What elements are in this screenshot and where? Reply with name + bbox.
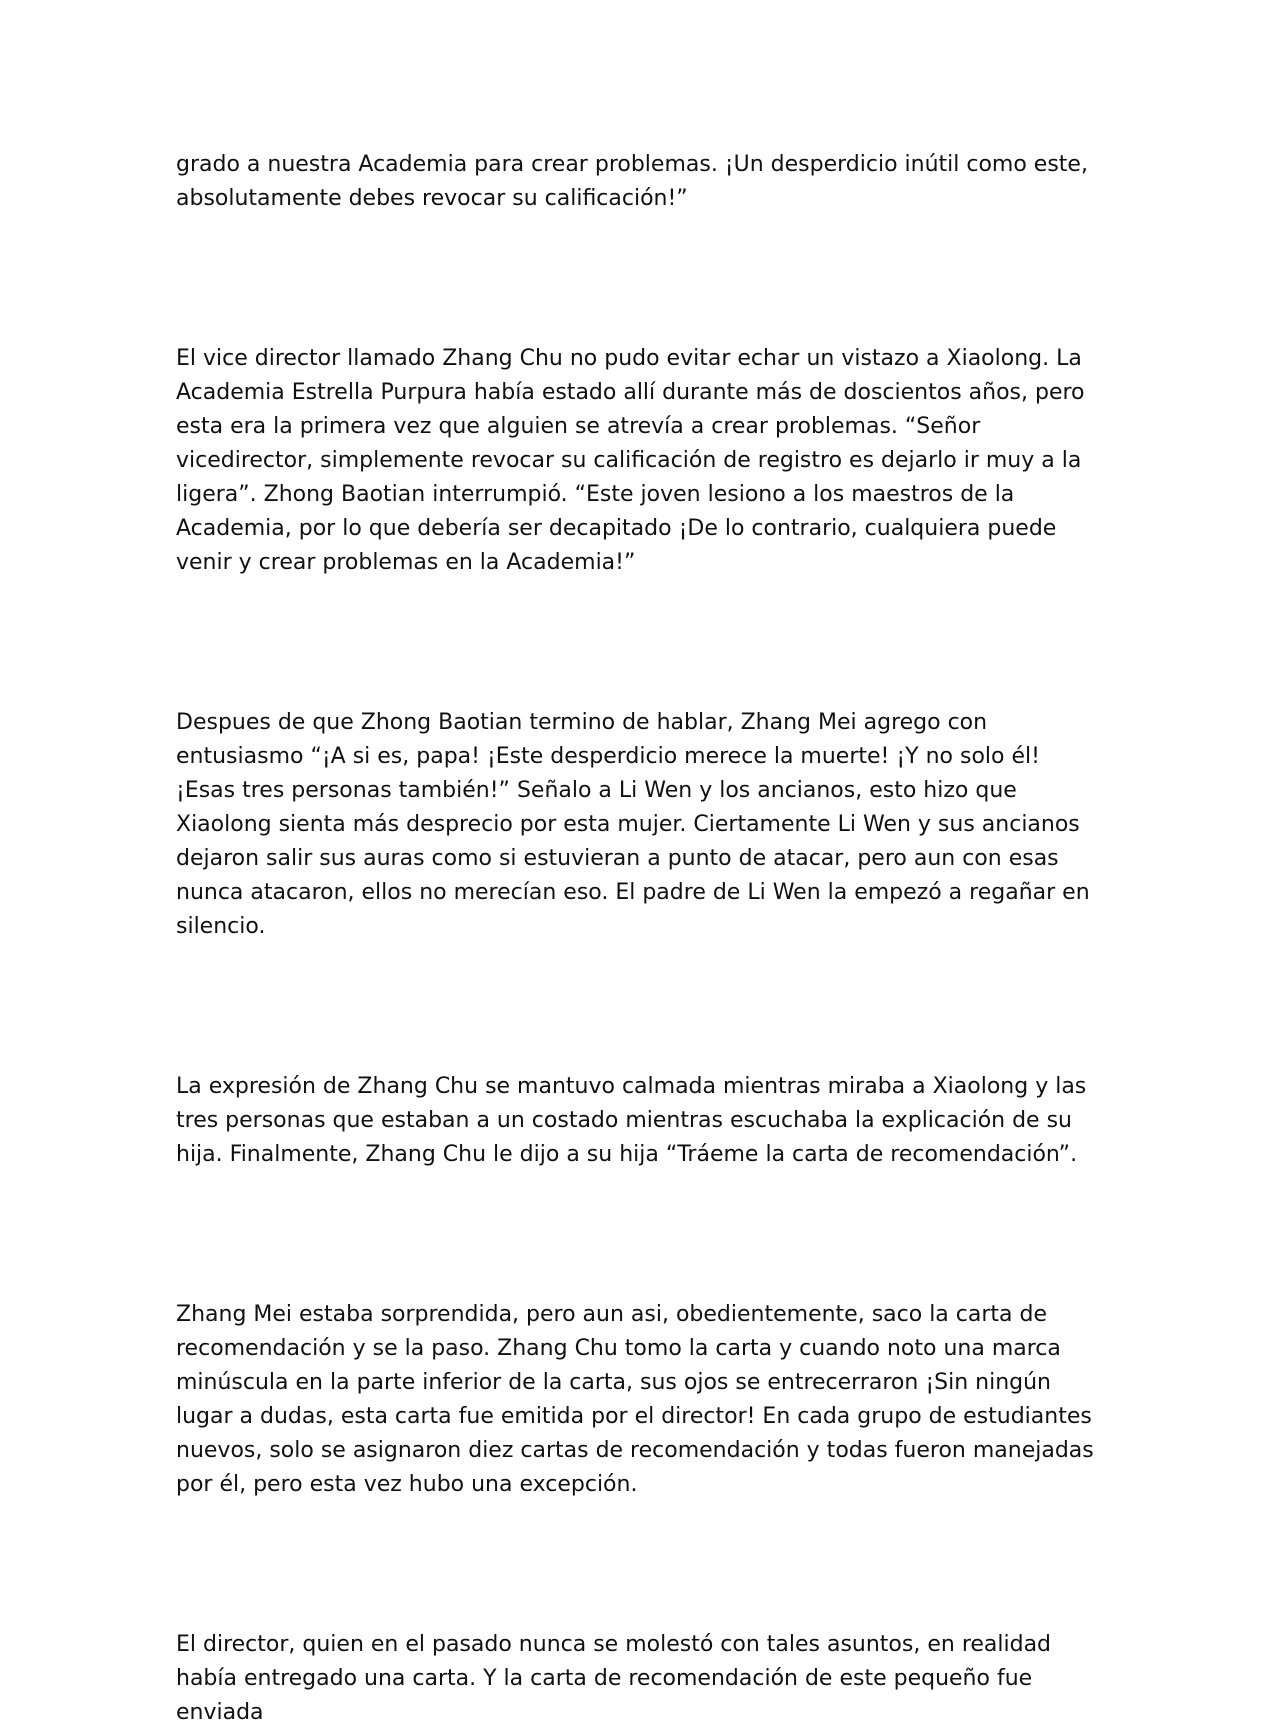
paragraph-3: Despues de que Zhong Baotian termino de hablar, Zhang Mei agrego con entusiasmo “¡A si es, papa! ¡Este desperdicio merece la muerte! ¡Y no solo él! ¡Esas tres personas también!” Señalo a Li Wen y los ancianos, esto hizo que Xiaolong sienta más desprecio por esta mujer. Ciertamente Li Wen y sus ancianos dejaron salir sus auras como si estuvieran a punto de atacar, pero aun con esas nunca atacaron, ellos no merecían eso. El padre de Li Wen la empezó a regañar en silencio. [176,710,1090,939]
paragraph-1: grado a nuestra Academia para crear problemas. ¡Un desperdicio inútil como este, absolutamente debes revocar su calificación!” [176,152,1088,211]
paragraph-spacer [176,1502,1106,1628]
document-body [176,148,1106,1730]
paragraph-6: El director, quien en el pasado nunca se molestó con tales asuntos, en realidad había entregado una carta. Y la carta de recomendación de este pequeño fue enviada [176,1632,1052,1725]
paragraph-spacer [176,944,1106,1070]
paragraph-spacer [176,1172,1106,1298]
paragraph-5: Zhang Mei estaba sorprendida, pero aun asi, obedientemente, saco la carta de recomendación y se la paso. Zhang Chu tomo la carta y cuando noto una marca minúscula en la parte inferior de la carta, sus ojos se entrecerraron ¡Sin ningún lugar a dudas, esta carta fue emitida por el director! En cada grupo de estudiantes nuevos, solo se asignaron diez cartas de recomendación y todas fueron manejadas por él, pero esta vez hubo una excepción. [176,1302,1094,1497]
paragraph-spacer [176,216,1106,342]
paragraph-spacer [176,580,1106,706]
paragraph-4: La expresión de Zhang Chu se mantuvo calmada mientras miraba a Xiaolong y las tres personas que estaban a un costado mientras escuchaba la explicación de su hija. Finalmente, Zhang Chu le dijo a su hija “Tráeme la carta de recomendación”. [176,1074,1087,1167]
paragraph-2: El vice director llamado Zhang Chu no pudo evitar echar un vistazo a Xiaolong. La Academia Estrella Purpura había estado allí durante más de doscientos años, pero esta era la primera vez que alguien se atrevía a crear problemas. “Señor vicedirector, simplemente revocar su calificación de registro es dejarlo ir muy a la ligera”. Zhong Baotian interrumpió. “Este joven lesiono a los maestros de la Academia, por lo que debería ser decapitado ¡De lo contrario, cualquiera puede venir y crear problemas en la Academia!” [176,346,1085,575]
